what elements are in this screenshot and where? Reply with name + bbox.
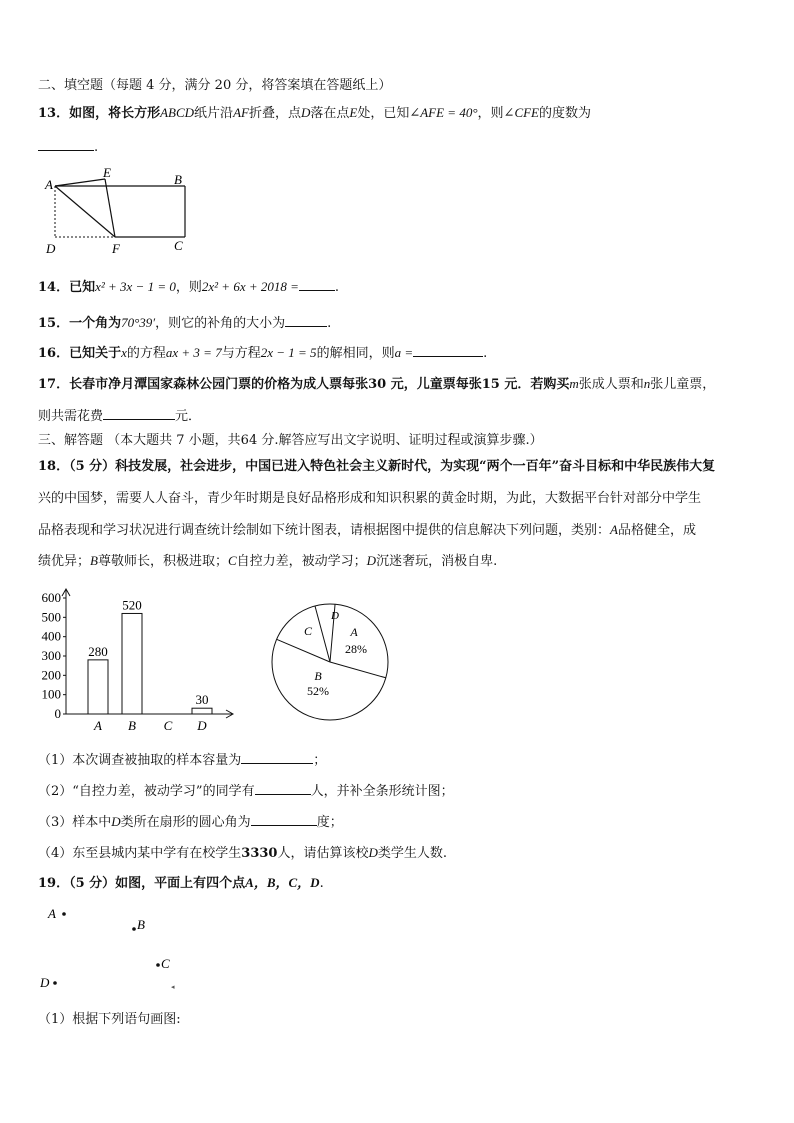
pie-percent-a: 28% (345, 642, 367, 656)
y-tick-label: 0 (54, 706, 61, 721)
question-17: 17．长春市净月潭国家森林公园门票的价格为成人票每张30 元，儿童票每张15 元．若购买m张成人票和n张儿童票， (38, 376, 716, 392)
answer-blank (251, 812, 317, 826)
y-tick-label: 300 (41, 648, 61, 663)
bar-value-label-a: 280 (88, 643, 108, 659)
fold-rectangle-figure (40, 165, 200, 257)
pie-label-b: B (314, 669, 322, 683)
bar-a (88, 660, 108, 714)
question-18-sub2: （2）“自控力差，被动学习”的同学有 人，并补全条形统计图； (38, 781, 454, 801)
y-tick-label: 500 (41, 609, 61, 625)
y-tick-label: 400 (41, 628, 61, 644)
section-2-heading: 二、填空题（每题 4 分，满分 20 分，将答案填在答题纸上） (38, 78, 392, 93)
label-c: C (174, 238, 183, 253)
section-3-heading: 三、解答题 （本大题共 7 小题，共64 分.解答应写出文字说明、证明过程或演算步骤.） (38, 433, 543, 448)
question-18-sub3: （3）样本中D类所在扇形的圆心角为 度； (38, 814, 343, 830)
label-e: E (103, 165, 111, 180)
question-19: 19．（5 分）如图，平面上有四个点A，B，C，D. (38, 875, 324, 891)
point-c (156, 963, 160, 967)
point-d-label: D (40, 975, 50, 990)
label-d: D (46, 241, 56, 256)
four-points-figure (40, 900, 200, 1000)
label-f: F (112, 241, 120, 256)
edge-ae (55, 179, 105, 186)
bar-d (192, 708, 212, 714)
question-14: 14．已知x² + 3x − 1 = 0，则2x² + 6x + 2018 = . (38, 279, 340, 295)
answer-blank (38, 137, 94, 151)
question-18-line4: 绩优异；B尊敬师长，积极进取；C自控力差，被动学习；D沉迷奢玩，消极自卑. (38, 553, 498, 569)
y-tick-label: 100 (41, 686, 61, 702)
edge-ef (105, 179, 115, 237)
question-13: 13．如图，将长方形ABCD纸片沿AF折叠，点D落在点E处，已知∠AFE = 40°，则∠CFE的度数为 (38, 105, 592, 121)
question-18-sub1: （1）本次调查被抽取的样本容量为 ； (38, 750, 326, 770)
bar-value-label-d: 30 (195, 692, 209, 708)
question-18-sub4: （4）东至县城内某中学有在校学生3330人，请估算该校D类学生人数. (38, 845, 448, 861)
answer-blank (285, 313, 327, 327)
fold-line-af (55, 186, 115, 237)
answer-blank (299, 277, 335, 291)
pie-percent-b: 52% (307, 684, 329, 698)
x-tick-label-a: A (94, 718, 102, 733)
question-18-line1: 18．（5 分）科技发展，社会进步，中国已进入特色社会主义新时代，为实现“两个一百年”奋斗目标和中华民族伟大复 (38, 459, 716, 474)
pie-chart (268, 600, 392, 724)
x-tick-label-d: D (197, 718, 207, 733)
question-15: 15．一个角为70°39′，则它的补角的大小为 . (38, 315, 332, 331)
label-b: B (174, 172, 182, 187)
question-19-sub1: （1）根据下列语句画图: (38, 1012, 181, 1027)
question-17-line2: 则共需花费 元． (38, 406, 201, 426)
label-a: A (45, 177, 53, 192)
question-18-line2: 兴的中国梦，需要人人奋斗，青少年时期是良好品格形成和知识积累的黄金时期，为此，大数据平台针对部分中学生 (38, 491, 702, 506)
pie-label-d: D (331, 610, 339, 622)
point-b-label: B (137, 917, 145, 932)
bar-value-label-b: 520 (122, 597, 142, 613)
answer-blank (413, 343, 483, 357)
point-a (62, 912, 66, 916)
pie-label-a: A (350, 625, 358, 639)
answer-blank (241, 750, 313, 764)
point-b (132, 927, 136, 931)
question-18-line3: 品格表现和学习状况进行调查统计绘制如下统计图表，请根据图中提供的信息解决下列问题，类别：A品格健全，成 (38, 522, 696, 538)
x-tick-label-b: B (128, 718, 136, 733)
pie-label-c: C (303, 624, 313, 638)
y-tick-label: 600 (41, 590, 61, 605)
question-16: 16．已知关于x的方程ax + 3 = 7与方程2x − 1 = 5的解相同，则a = . (38, 345, 488, 361)
bar-chart (34, 588, 244, 736)
x-tick-label-c: C (163, 718, 173, 733)
point-c-label: C (161, 956, 170, 971)
stray-mark: ◂ (171, 983, 175, 991)
point-a-label: A (48, 906, 56, 921)
bar-b (122, 613, 142, 714)
question-13-answer-line: . (38, 137, 98, 157)
y-tick-label: 200 (41, 667, 61, 683)
answer-blank (255, 781, 311, 795)
answer-blank (103, 406, 175, 420)
point-d (53, 981, 57, 985)
